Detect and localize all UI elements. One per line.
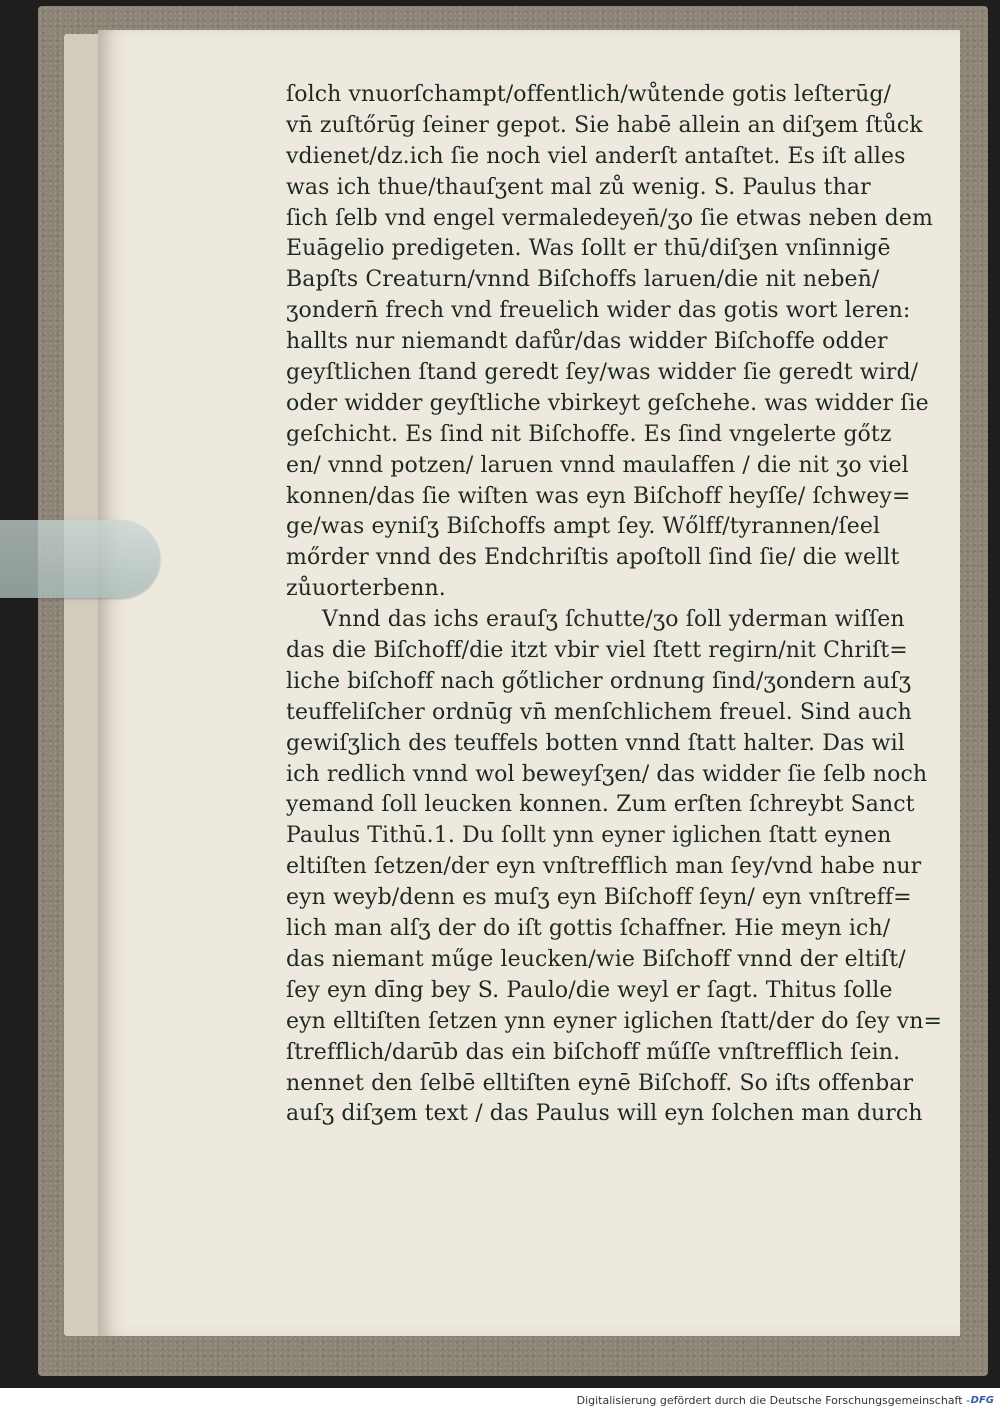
text-line: was ich thue/thauſʒent mal zů wenig. S. Paulus thar xyxy=(286,174,871,200)
text-line: Bapſts Creaturn/vnnd Biſchoffs laruen/die nit neben̄/ xyxy=(286,267,880,293)
text-line: ſtrefflich/darūb das ein biſchoff műſſe vnſtrefflich ſein. xyxy=(286,1039,901,1065)
text-line: hallts nur niemandt dafůr/das widder Biſchoffe odder xyxy=(286,329,888,355)
text-line: das niemant műge leucken/wie Biſchoff vnnd der eltiſt/ xyxy=(286,946,906,972)
text-line: ſolch vnuorſchampt/offentlich/wůtende gotis leſterūg/ xyxy=(286,82,892,107)
text-line: eyn elltiſten ſetzen ynn eyner iglichen ſtatt/der do ſey vn= xyxy=(286,1008,943,1034)
paragraph-start-line: Vnnd das ichs erauſʒ ſchutte/ʒo ſoll yderman wiſſen xyxy=(322,607,905,633)
text-line: gewiſʒlich des teuffels botten vnnd ſtatt halter. Das wil xyxy=(286,730,905,756)
text-line: yemand ſoll leucken konnen. Zum erſten ſchreybt Sanct xyxy=(286,792,915,818)
text-line: eltiſten ſetzen/der eyn vnſtrefflich man ſey/vnd habe nur xyxy=(286,854,922,880)
text-line: ich redlich vnnd wol beweyſʒen/ das widder ſie ſelb noch xyxy=(286,761,928,787)
text-line: oder widder geyſtliche vbirkeyt geſchehe. was widder ſie xyxy=(286,390,929,416)
text-line: Paulus Tithū.1. Du ſollt ynn eyner iglichen ſtatt eynen xyxy=(286,823,892,849)
text-line: mőrder vnnd des Endchriſtis apoſtoll ſind ſie/ die wellt xyxy=(286,545,900,571)
text-line: Euāgelio predigeten. Was ſollt er thū/diſʒen vnſinnigē xyxy=(286,236,891,262)
text-line: teuffeliſcher ordnūg vn̄ menſchlichem freuel. Sind auch xyxy=(286,699,912,725)
text-line: das die Biſchoff/die itzt vbir viel ſtett regirn/nit Chriſt= xyxy=(286,638,908,664)
text-line: liche biſchoff nach gőtlicher ordnung ſind/ʒondern auſʒ xyxy=(286,668,912,694)
footer-bar xyxy=(0,1388,1000,1414)
text-line: geyſtlichen ſtand geredt ſey/was widder ſie geredt wird/ xyxy=(286,360,919,386)
page-text xyxy=(286,80,946,1130)
text-line: ge/was eyniſʒ Biſchoffs ampt ſey. Wőlff/tyrannen/ſeel xyxy=(286,514,881,540)
text-line: lich man alſʒ der do iſt gottis ſchaffner. Hie meyn ich/ xyxy=(286,916,891,942)
text-line: vdienet/dz.ich ſie noch viel anderſt antaſtet. Es iſt alles xyxy=(286,143,906,169)
text-line: eyn weyb/denn es muſʒ eyn Biſchoff ſeyn/ eyn vnſtreff= xyxy=(286,885,912,911)
page-clip xyxy=(0,520,160,598)
text-line: zůuorterbenn. xyxy=(286,576,446,602)
dfg-logo: DFG xyxy=(970,1395,994,1406)
text-line: ʒondern̄ frech vnd freuelich wider das gotis wort leren: xyxy=(286,298,911,324)
text-line: konnen/das ſie wiſten was eyn Biſchoff heyſſe/ ſchwey= xyxy=(286,483,911,509)
text-line: ſich ſelb vnd engel vermaledeyen̄/ʒo ſie etwas neben dem xyxy=(286,205,933,231)
text-line: en/ vnnd potzen/ laruen vnnd maulaffen / die nit ʒo viel xyxy=(286,452,909,478)
text-line: ſey eyn dīng bey S. Paulo/die weyl er ſagt. Thitus ſolle xyxy=(286,977,893,1003)
funding-notice: Digitalisierung gefördert durch die Deutsche Forschungsgemeinschaft - xyxy=(576,1394,970,1407)
text-line: auſʒ diſʒem text / das Paulus will eyn ſolchen man durch xyxy=(286,1101,923,1127)
text-line: geſchicht. Es ſind nit Biſchoffe. Es ſind vngelerte gőtz xyxy=(286,421,892,447)
text-line: nennet den ſelbē elltiſten eynē Biſchoff. So iſts offenbar xyxy=(286,1070,914,1096)
text-line: vn̄ zuſtőrūg ſeiner gepot. Sie habē allein an diſʒem ſtůck xyxy=(286,112,923,138)
